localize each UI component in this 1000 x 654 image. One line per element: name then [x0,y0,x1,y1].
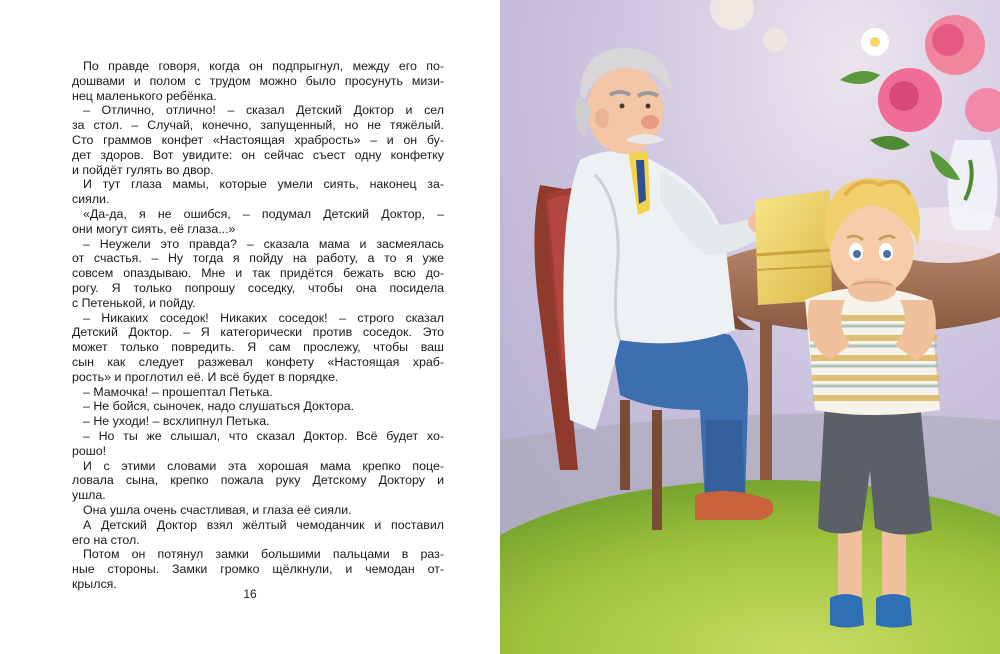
text-line: рогу. Я только попрошу соседку, чтобы она посидела [72,280,444,295]
text-line: может только повредить. Я сам прослежу, чтобы ваш [72,340,444,355]
text-line: от счастья. – Ну тогда я пойду на работу, а то я уже [72,251,444,266]
text-line: крылся. [72,576,117,591]
text-line: – Не бойся, сыночек, надо слушаться Доктора. [83,399,355,414]
text-line: и пойдёт гулять во двор. [72,162,214,177]
text-line: ловала сына, крепко пожала руку Детскому Доктору и [72,473,444,488]
doctor-and-boy-illustration [500,0,1000,654]
text-line: И с этими словами эта хорошая мама крепко поце- [83,458,444,473]
text-line: И тут глаза мамы, которые умели сиять, наконец за- [83,177,444,192]
text-line: его на стол. [72,532,140,547]
text-line: они могут сиять, её глаза...» [72,221,236,236]
text-line: По правде говоря, когда он подпрыгнул, между его по- [83,59,444,73]
paragraph [72,518,444,548]
text-line: Потом он потянул замки большими пальцами в раз- [83,547,444,562]
text-line: дошвами и полом с трудом можно было просунуть мизи- [72,73,444,88]
text-line: Сто граммов конфет «Настоящая храбрость» – и он бу- [72,132,444,147]
text-line: Детский Доктор. – Я категорически против соседок. Это [72,325,444,340]
text-line: сын как следует разжевал конфету «Настоящая храб- [72,354,444,369]
story-text [72,59,444,592]
text-line: – Никаких соседок! Никаких соседок! – строго сказал [83,310,444,325]
text-line: Она ушла очень счастливая, и глаза её сияли. [83,502,352,517]
text-line: «Да-да, я не ошибся, – подумал Детский Доктор, – [83,206,444,221]
paragraph [72,237,444,311]
paragraph [72,385,444,400]
text-line: – Отлично, отлично! – сказал Детский Доктор и сел [83,103,444,118]
paragraph [72,547,444,591]
text-line: за стол. – Случай, конечно, запущенный, но не тяжёлый. [72,118,444,133]
paragraph [72,207,444,237]
text-line: рость» и проглотил её. И всё будет в порядке. [72,369,339,384]
text-line: с Петенькой, и пойду. [72,295,196,310]
paragraph [72,103,444,177]
text-line: А Детский Доктор взял жёлтый чемоданчик и поставил [83,517,444,532]
illustration-page [500,0,1000,654]
text-line: – Неужели это правда? – сказала мама и засмеялась [83,236,444,251]
text-line: ушла. [72,488,106,503]
paragraph [72,399,444,414]
paragraph [72,414,444,429]
paragraph [72,429,444,459]
text-line: – Не уходи! – всхлипнул Петька. [83,414,270,429]
text-line: ные стороны. Замки громко щёлкнули, и чемодан от- [72,562,444,577]
text-line: нец маленького ребёнка. [72,88,217,103]
text-line: – Мамочка! – прошептал Петька. [83,384,273,399]
paragraph [72,503,444,518]
text-line: – Но ты же слышал, что сказал Доктор. Всё будет хо- [83,428,444,443]
paragraph [72,59,444,103]
page-number: 16 [243,587,257,601]
text-line: сияли. [72,192,110,207]
paragraph [72,177,444,207]
text-line: рошо! [72,443,107,458]
text-line: дет здоров. Вот увидите: он сейчас съест одну конфетку [72,147,444,162]
yellow-suitcase [755,190,832,305]
paragraph [72,459,444,503]
text-line: совсем опаздываю. Мне и так придётся бежать всю до- [72,266,444,281]
paragraph [72,311,444,385]
